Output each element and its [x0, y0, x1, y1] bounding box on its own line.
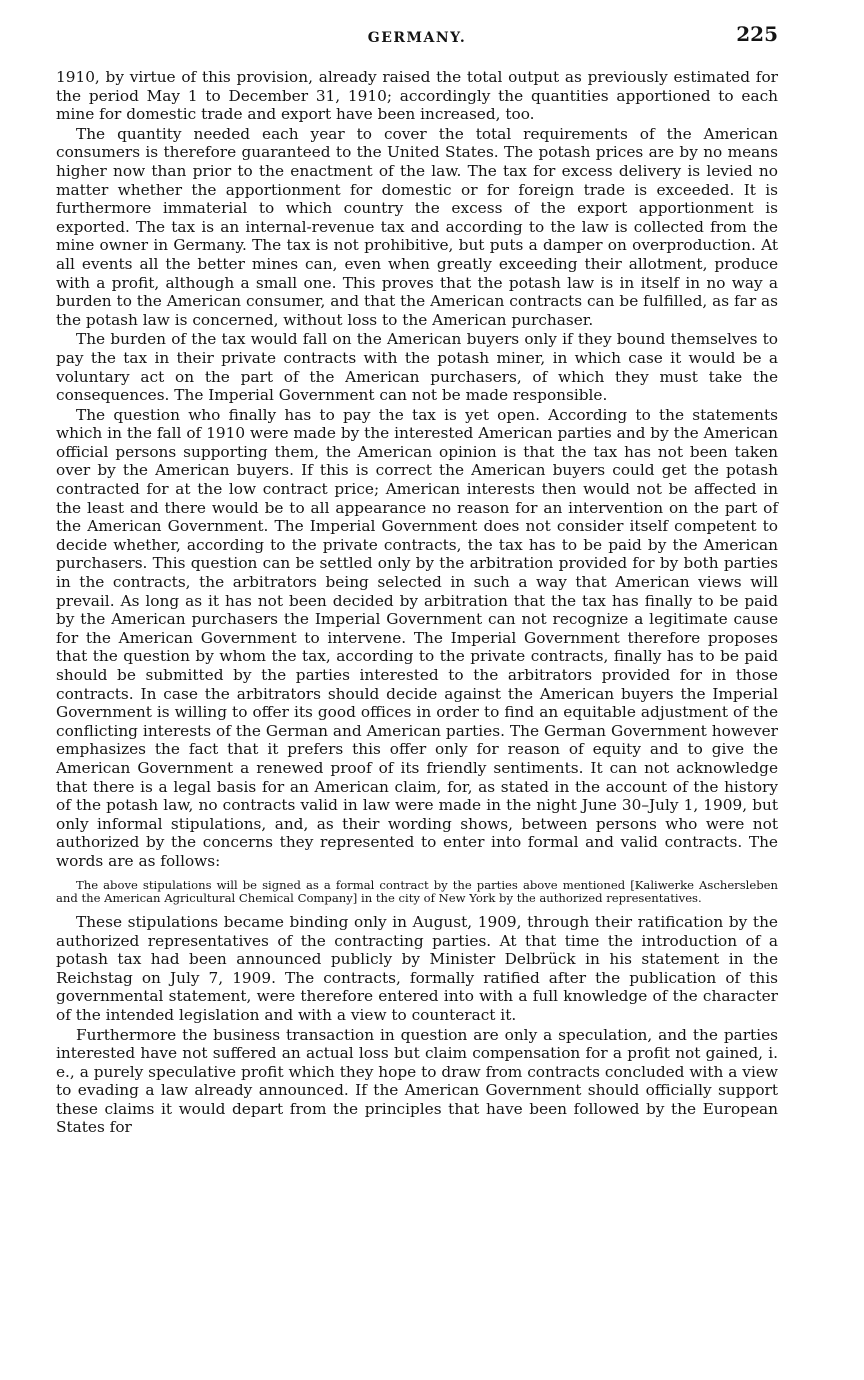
block-quote: The above stipulations will be signed as a formal contract by the parties above mentioned [Kaliwerke Aschersleben and the American Agricultural Chemical Company] in the city of New York by the authorized representatives. — [56, 877, 778, 905]
page-number: 225 — [736, 22, 778, 46]
running-head — [56, 22, 778, 50]
running-title: GERMANY. — [367, 30, 467, 46]
body-text — [56, 68, 778, 1137]
paragraph: These stipulations became binding only in August, 1909, through their ratification by the authorized representatives of the contracting parties. At that time the introduction of a potash tax had been announced publicly by Minister Delbrück in his statement in the Reichstag on July 7, 1909. The contracts, formally ratified after the publication of this governmental statement, were therefore entered into with a full knowledge of the character of the intended legislation and with a view to counteract it. — [56, 912, 778, 1024]
paragraph: Furthermore the business transaction in question are only a speculation, and the parties interested have not suffered an actual loss but claim compensation for a profit not gained, i. e., a purely speculative profit which they hope to draw from contracts concluded with a view to evading a law already announced. If the American Government should officially support these claims it would depart from the principles that have been followed by the European States for — [56, 1025, 778, 1137]
paragraph: The burden of the tax would fall on the American buyers only if they bound themselves to pay the tax in their private contracts with the potash miner, in which case it would be a voluntary act on the part of the American purchasers, of which they must take the consequences. The Imperial Government can not be made responsible. — [56, 330, 778, 405]
paragraph-continued: 1910, by virtue of this provision, already raised the total output as previously estimated for the period May 1 to December 31, 1910; accordingly the quantities apportioned to each mine for domestic trade and export have been increased, too. — [56, 68, 778, 124]
paragraph: The question who finally has to pay the tax is yet open. According to the statements which in the fall of 1910 were made by the interested American parties and by the American official persons supporting them, the American opinion is that the tax has not been taken over by the American buyers. If this is correct the American buyers could get the potash contracted for at the low contract price; American interests then would not be affected in the least and there would be to all appearance no reason for an intervention on the part of the American Government. The Imperial Government does not consider itself competent to decide whether, according to the private contracts, the tax has to be paid by the American purchasers. This question can be settled only by the arbitration provided for by both parties in the contracts, the arbitrators being selected in such a way that American views will prevail. As long as it has not been decided by arbitration that the tax has finally to be paid by the American purchasers the Imperial Government can not recognize a legitimate cause for the American Government to intervene. The Imperial Government therefore proposes that the question by whom the tax, according to the private contracts, finally has to be paid should be submitted by the parties interested to the arbitrators provided for in those contracts. In case the arbitrators should decide against the American buyers the Imperial Government is willing to offer its good offices in order to find an equitable adjustment of the conflicting interests of the German and American parties. The German Government however emphasizes the fact that it prefers this offer only for reason of equity and to give the American Government a renewed proof of its friendly sentiments. It can not acknowledge that there is a legal basis for an American claim, for, as stated in the account of the history of the potash law, no contracts valid in law were made in the night June 30–July 1, 1909, but only informal stipulations, and, as their wording shows, between persons who were not authorized by the concerns they represented to enter into formal and valid contracts. The words are as follows: — [56, 405, 778, 870]
paragraph: The quantity needed each year to cover the total requirements of the American consumers is therefore guaranteed to the United States. The potash prices are by no means higher now than prior to the enactment of the law. The tax for excess delivery is levied no matter whether the apportionment for domestic or for foreign trade is exceeded. It is furthermore immaterial to which country the excess of the export apportionment is exported. The tax is an internal-revenue tax and according to the law is collected from the mine owner in Germany. The tax is not prohibitive, but puts a damper on overproduction. At all events all the better mines can, even when greatly exceeding their allotment, produce with a profit, although a small one. This proves that the potash law is in itself in no way a burden to the American consumer, and that the American contracts can be fulfilled, as far as the potash law is concerned, without loss to the American purchaser. — [56, 124, 778, 329]
